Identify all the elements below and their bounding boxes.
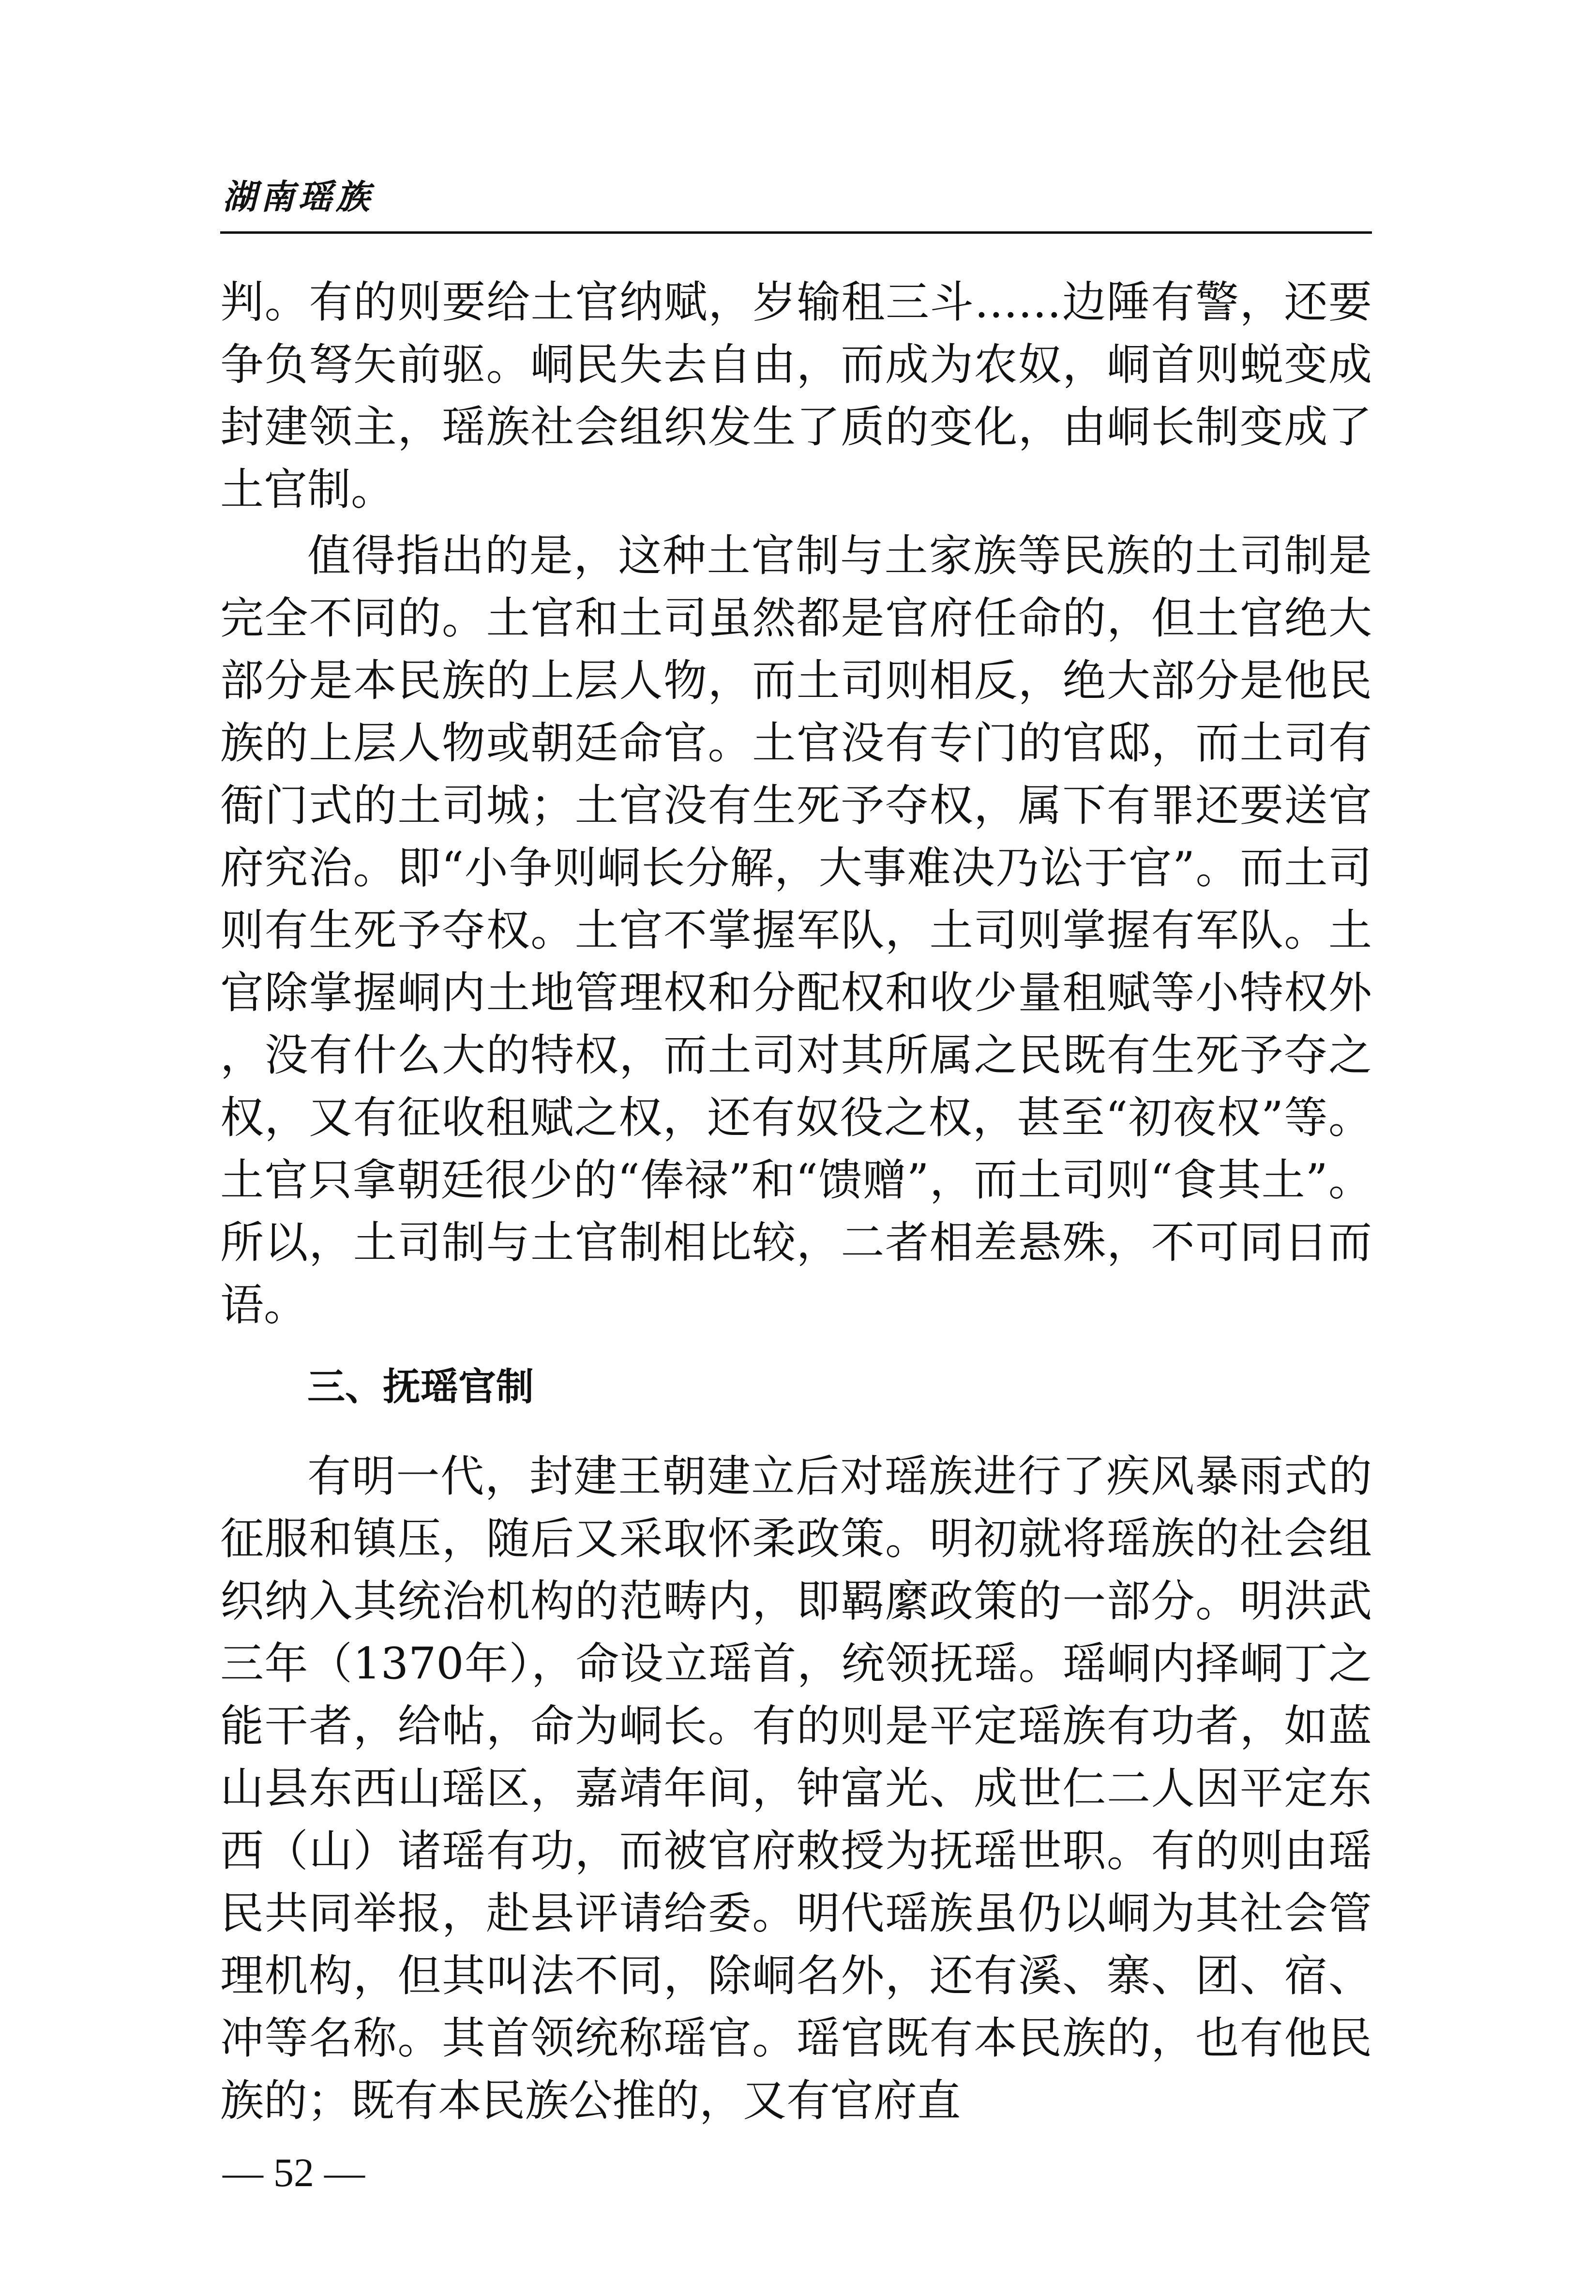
page-number: — 52 — — [223, 2150, 365, 2195]
paragraph-continued: 判。有的则要给土官纳赋，岁输租三斗……边陲有警，还要争负弩矢前驱。峒民失去自由，而成为农奴，峒首则蜕变成封建领主，瑶族社会组织发生了质的变化，由峒长制变成了土官制。 — [220, 277, 1372, 515]
section-heading: 三、抚瑶官制 — [307, 1365, 534, 1409]
running-header-title: 湖南瑶族 — [223, 177, 374, 217]
header-rule — [220, 231, 1372, 234]
paragraph-fuyao-system: 有明一代，封建王朝建立后对瑶族进行了疾风暴雨式的征服和镇压，随后又采取怀柔政策。明初就将瑶族的社会组织纳入其统治机构的范畴内，即羁縻政策的一部分。明洪武三年（1370年），命设立瑶首，统领抚瑶。瑶峒内择峒丁之能干者，给帖，命为峒长。有的则是平定瑶族有功者，如蓝山县东西山瑶区，嘉靖年间，钟富光、成世仁二人因平定东西（山）诸瑶有功，而被官府敕授为抚瑶世职。有的则由瑶民共同举报，赴县评请给委。明代瑶族虽仍以峒为其社会管理机构，但其叫法不同，除峒名外，还有溪、寨、团、宿、冲等名称。其首领统称瑶官。瑶官既有本民族的，也有他民族的；既有本民族公推的，又有官府直 — [220, 1451, 1372, 2126]
paragraph-tuguan-vs-tusi: 值得指出的是，这种土官制与土家族等民族的土司制是完全不同的。土官和土司虽然都是官府任命的，但土官绝大部分是本民族的上层人物，而土司则相反，绝大部分是他民族的上层人物或朝廷命官。土官没有专门的官邸，而土司有衙门式的土司城；土官没有生死予夺权，属下有罪还要送官府究治。即“小争则峒长分解，大事难决乃讼于官”。而土司则有生死予夺权。土官不掌握军队，土司则掌握有军队。土官除掌握峒内土地管理权和分配权和收少量租赋等小特权外，没有什么大的特权，而土司对其所属之民既有生死予夺之权，又有征收租赋之权，还有奴役之权，甚至“初夜权”等。土官只拿朝廷很少的“俸禄”和“馈赠”，而土司则“食其土”。所以，土司制与土官制相比较，二者相差悬殊，不可同日而语。 — [220, 530, 1372, 1330]
body-text — [220, 271, 1372, 2132]
